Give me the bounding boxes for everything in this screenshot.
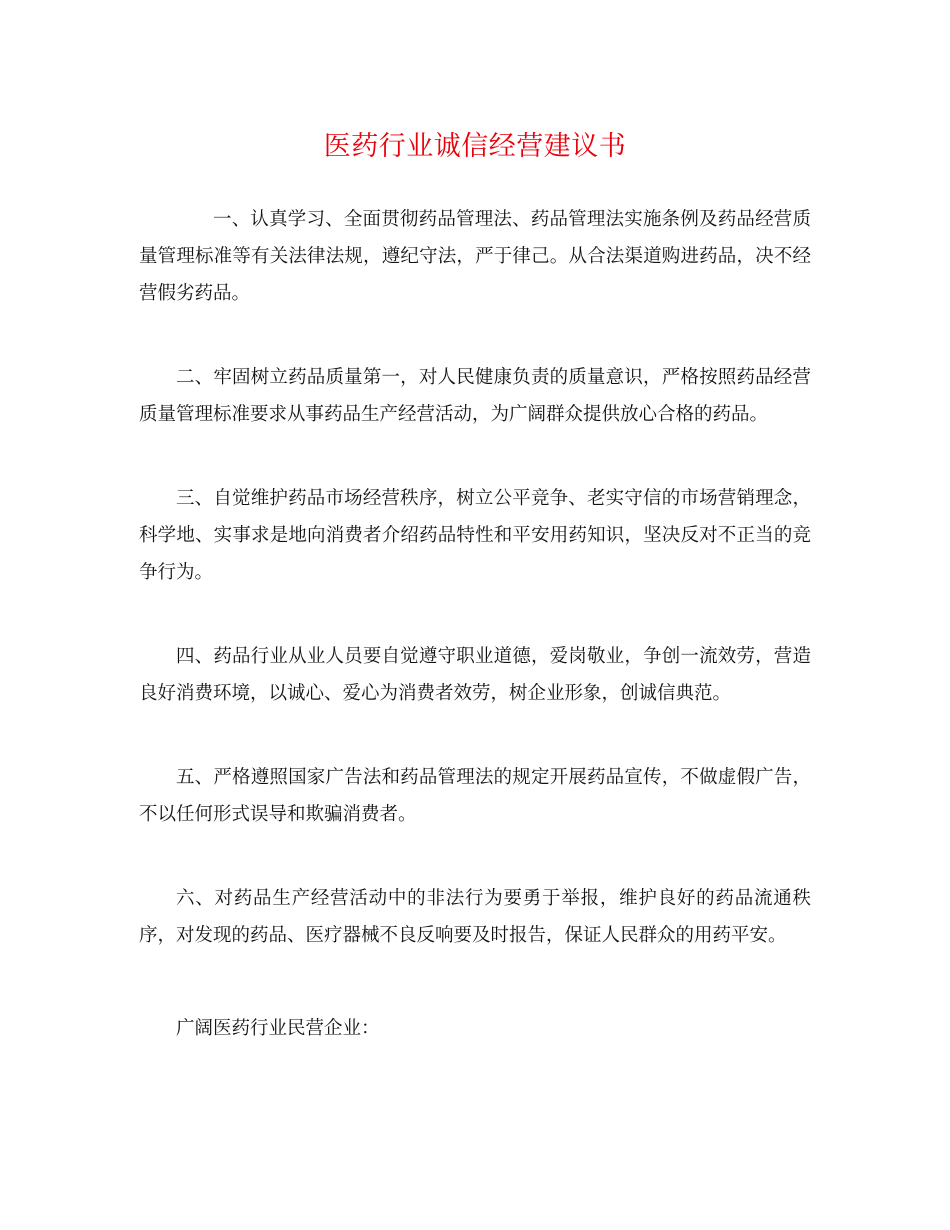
paragraph-2: 二、牢固树立药品质量第一，对人民健康负责的质量意识，严格按照药品经营质量管理标准要求从事药品生产经营活动，为广阔群众提供放心合格的药品。 <box>139 367 811 425</box>
paragraph-6: 六、对药品生产经营活动中的非法行为要勇于举报，维护良好的药品流通秩序，对发现的药品、医疗器械不良反响要及时报告，保证人民群众的用药平安。 <box>139 888 811 946</box>
paragraph-1: 一、认真学习、全面贯彻药品管理法、药品管理法实施条例及药品经营质量管理标准等有关法律法规，遵纪守法，严于律己。从合法渠道购进药品，决不经营假劣药品。 <box>139 209 811 304</box>
paragraph-5: 五、严格遵照国家广告法和药品管理法的规定开展药品宣传，不做虚假广告，不以任何形式误导和欺骗消费者。 <box>139 767 811 825</box>
paragraph-4: 四、药品行业从业人员要自觉遵守职业道德，爱岗敬业，争创一流效劳，营造良好消费环境，以诚心、爱心为消费者效劳，树企业形象，创诚信典范。 <box>139 646 811 704</box>
document-body <box>139 201 811 954</box>
paragraph-3: 三、自觉维护药品市场经营秩序，树立公平竞争、老实守信的市场营销理念，科学地、实事求是地向消费者介绍药品特性和平安用药知识，坚决反对不正当的竞争行为。 <box>139 488 811 583</box>
document-title: 医药行业诚信经营建议书 <box>323 131 627 162</box>
signature-line: 广阔医药行业民营企业： <box>176 1018 380 1039</box>
